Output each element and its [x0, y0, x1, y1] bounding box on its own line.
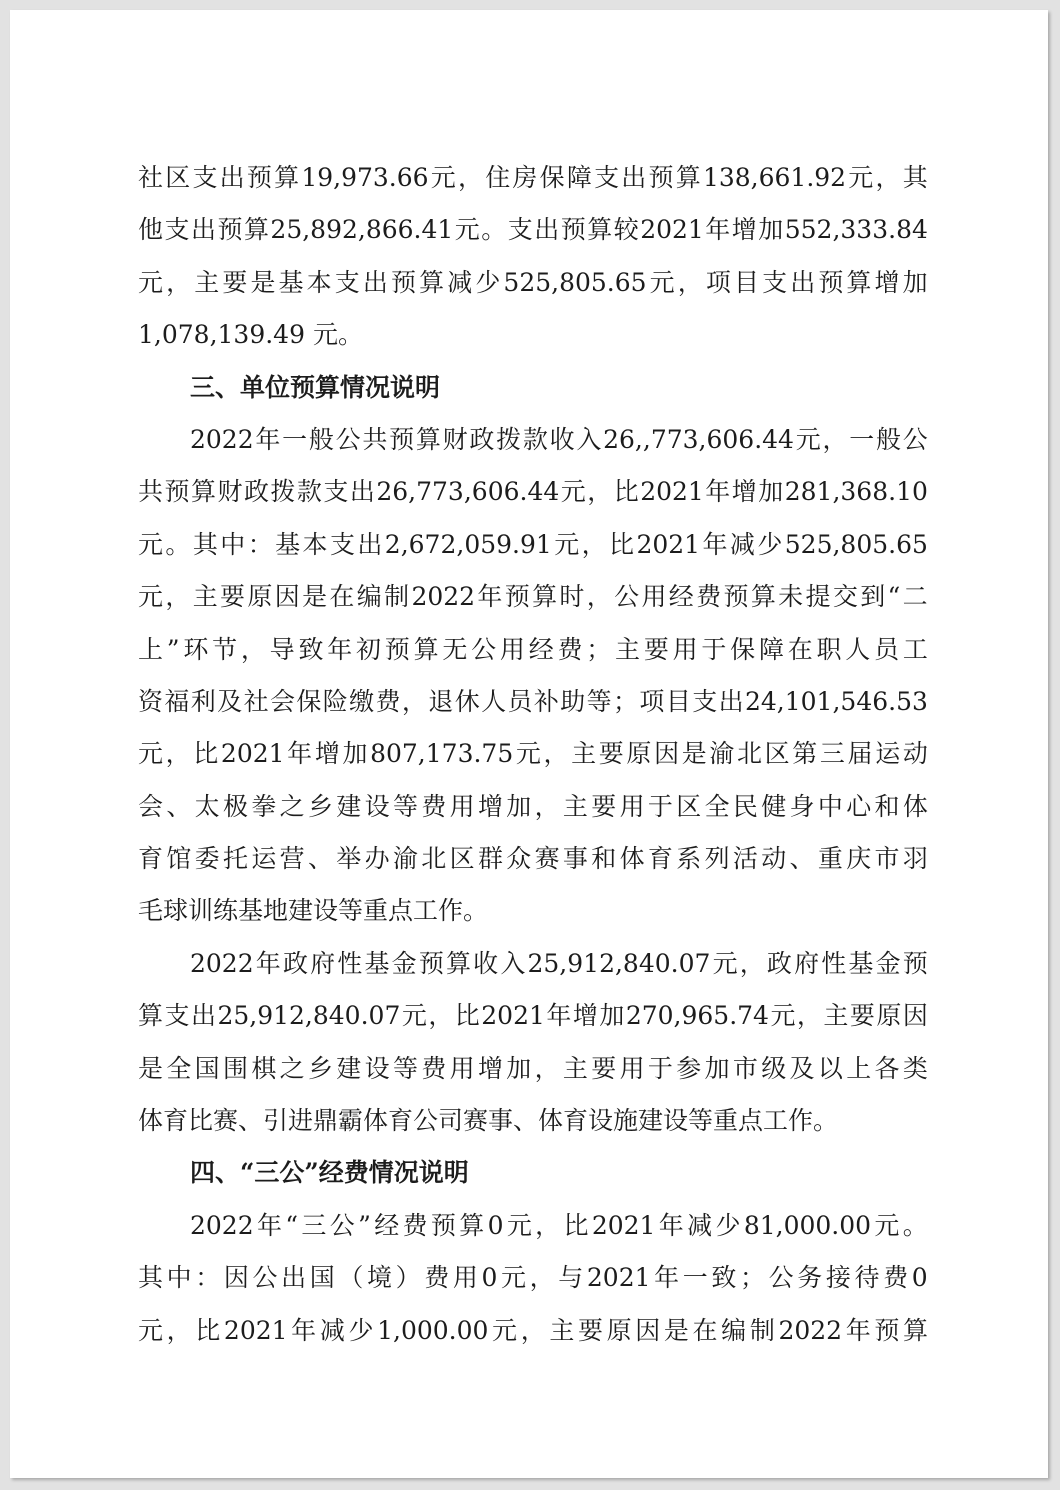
text-line: 上 ” 环 节 ， 导 致 年 初 预 算 无 公 用 经 费 ； 主 要 用 于 保 障 在 职 人 员 工: [138, 634, 928, 664]
text-line: 其 中 ： 因 公 出 国 （ 境 ） 费 用 0 元 ， 与 2021 年 一 致 ； 公 务 接 待 费 0: [138, 1263, 928, 1293]
text-line: 元 。 其 中 ： 基 本 支 出 2,672,059.91 元 ， 比 2021 年 减 少 525,805.65: [138, 529, 928, 559]
document-page: [10, 10, 1048, 1478]
text-line: 1,078,139.49 元。: [138, 320, 363, 350]
section-heading: 四、“三公”经费情况说明: [190, 1158, 469, 1188]
text-line: 社 区 支 出 预 算 19,973.66 元 ， 住 房 保 障 支 出 预 算 138,661.92 元 ， 其: [138, 163, 928, 192]
text-line: 毛球训练基地建设等重点工作。: [138, 896, 489, 926]
document-body: [138, 152, 928, 1357]
text-line: 元 ， 比 2021 年 减 少 1,000.00 元 ， 主 要 原 因 是 在 编 制 2022 年 预 算: [138, 1315, 928, 1345]
text-line: 资 福 利 及 社 会 保 险 缴 费 ， 退 休 人 员 补 助 等 ； 项 目 支 出 24,101,546.53: [138, 686, 928, 716]
text-line: 2022 年 政 府 性 基 金 预 算 收 入 25,912,840.07 元 ， 政 府 性 基 金 预: [190, 948, 928, 978]
text-line: 共 预 算 财 政 拨 款 支 出 26,773,606.44 元 ， 比 2021 年 增 加 281,368.10: [138, 477, 928, 507]
text-line: 会 、 太 极 拳 之 乡 建 设 等 费 用 增 加 ， 主 要 用 于 区 全 民 健 身 中 心 和 体: [138, 791, 928, 821]
text-line: 元 ， 主 要 原 因 是 在 编 制 2022 年 预 算 时 ， 公 用 经 费 预 算 未 提 交 到 “ 二: [138, 582, 928, 612]
text-line: 2022 年 “ 三 公 ” 经 费 预 算 0 元 ， 比 2021 年 减 少 81,000.00 元 。: [190, 1210, 928, 1240]
text-line: 体育比赛、引进鼎霸体育公司赛事、体育设施建设等重点工作。: [138, 1106, 839, 1136]
section-heading: 三、单位预算情况说明: [190, 372, 441, 402]
text-line: 元 ， 比 2021 年 增 加 807,173.75 元 ， 主 要 原 因 是 渝 北 区 第 三 届 运 动: [138, 739, 928, 769]
text-line: 他 支 出 预 算 25,892,866.41 元 。 支 出 预 算 较 2021 年 增 加 552,333.84: [138, 215, 928, 245]
text-line: 是 全 国 围 棋 之 乡 建 设 等 费 用 增 加 ， 主 要 用 于 参 加 市 级 及 以 上 各 类: [138, 1053, 928, 1083]
text-line: 2022 年 一 般 公 共 预 算 财 政 拨 款 收 入 26,,773,606.44 元 ， 一 般 公: [190, 424, 928, 454]
text-line: 育 馆 委 托 运 营 、 举 办 渝 北 区 群 众 赛 事 和 体 育 系 列 活 动 、 重 庆 市 羽: [138, 844, 928, 874]
text-line: 元 ， 主 要 是 基 本 支 出 预 算 减 少 525,805.65 元 ， 项 目 支 出 预 算 增 加: [138, 267, 928, 297]
text-line: 算 支 出 25,912,840.07 元 ， 比 2021 年 增 加 270,965.74 元 ， 主 要 原 因: [138, 1001, 928, 1031]
